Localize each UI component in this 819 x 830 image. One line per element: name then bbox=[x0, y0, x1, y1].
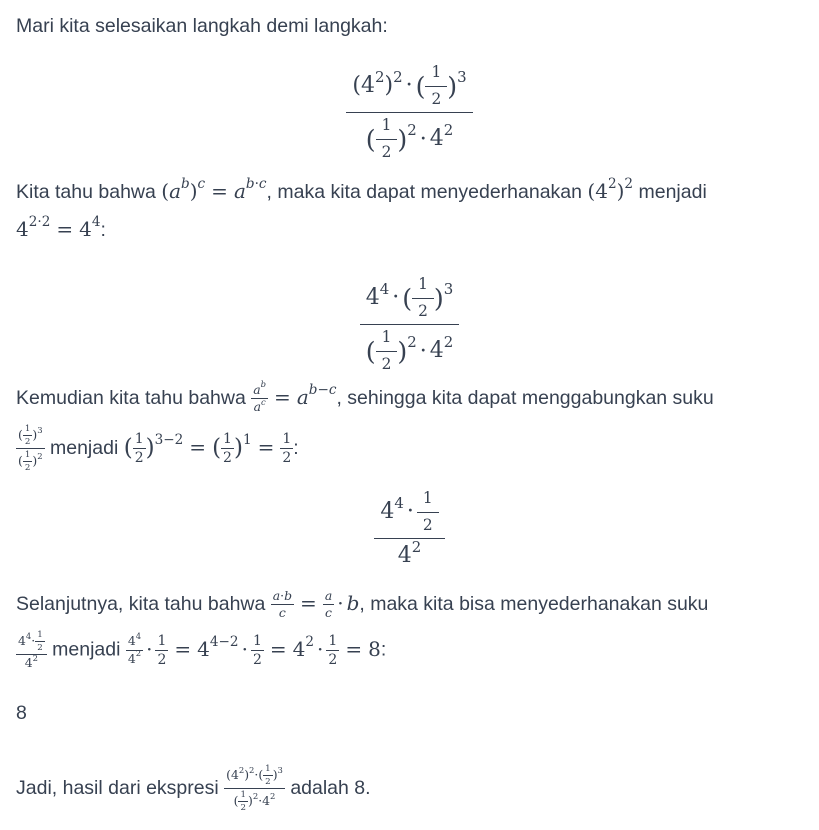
conclusion-text-b: adalah 8. bbox=[290, 776, 371, 799]
step-3-text-b: , maka kita bisa menyederhanakan suku bbox=[359, 593, 709, 615]
step-3-paragraph-line2 bbox=[16, 630, 816, 670]
result-value: 8 bbox=[16, 702, 27, 724]
step-3-result: $\frac{4^4}{4^2}$ · $\frac{1}{2}$ = $4^{4-2}$ · $\frac{1}{2}$ = $4^2$ · $\frac{1}{2}$ = 8 bbox=[127, 630, 381, 668]
step-1-text-a: Kita tahu bahwa bbox=[16, 181, 156, 203]
step-3-paragraph bbox=[16, 588, 816, 620]
main-fraction: $(4^2)^2$ · ( $\frac{1}{2}$ )$^3$ ( $\frac{1}{2}$ )$^2 \cdot 4^2$ bbox=[346, 64, 472, 162]
quotient-rule-formula: $\frac{a^b}{a^c}$ = $a^{b-c}$ bbox=[253, 379, 337, 414]
step-2-paragraph bbox=[16, 379, 816, 414]
step-2-term: ( $\frac{1}{2}$ )$^3$ ( $\frac{1}{2}$ )$^2$ bbox=[18, 424, 43, 473]
step-1-result: $4^{2\cdot 2} = 4^4$ bbox=[16, 214, 101, 241]
step-2-text-d: : bbox=[293, 436, 299, 459]
expression-display-1 bbox=[0, 64, 819, 162]
step-1-text-c: menjadi bbox=[638, 181, 707, 203]
conclusion-expression: $(4^2)^2\cdot$( $\frac{1}{2}$ )$^3$ ( $\frac{1}{2}$ )$^2\cdot 4^2$ bbox=[226, 764, 283, 813]
power-rule-formula: $(a^b)^c = a^{b\cdot c}$ bbox=[161, 176, 267, 203]
conclusion-text-a: Jadi, hasil dari ekspresi bbox=[16, 776, 219, 799]
step-2-text-c: menjadi bbox=[49, 436, 119, 459]
step-3-text-d: : bbox=[380, 638, 387, 661]
step-1-text-b: , maka kita dapat menyederhanakan bbox=[266, 181, 582, 203]
conclusion-paragraph bbox=[16, 764, 816, 813]
step-3-text-a: Selanjutnya, kita tahu bahwa bbox=[16, 593, 266, 615]
expression-display-2 bbox=[0, 276, 819, 374]
product-division-formula: $\frac{a\cdot b}{c}$ = $\frac{a}{c}$ · b bbox=[272, 587, 360, 620]
step-1-paragraph-line2 bbox=[16, 214, 816, 245]
step-2-text-a: Kemudian kita tahu bahwa bbox=[16, 387, 246, 409]
step-2-result: ( $\frac{1}{2}$ )$^{3-2}$ = ( $\frac{1}{2}$ )$^1$ = $\frac{1}{2}$ bbox=[123, 430, 292, 466]
step-3-term: $4^4\cdot$ $\frac{1}{2}$ $4^2$ bbox=[16, 637, 47, 661]
step-2-text-b: , sehingga kita dapat menggabungkan suku bbox=[336, 387, 714, 409]
intro-text: Mari kita selesaikan langkah demi langkah: bbox=[16, 15, 388, 37]
step-1-paragraph bbox=[16, 176, 816, 207]
step-1-text-d: : bbox=[100, 219, 106, 241]
fraction-step-2: $4^4$ · $\frac{1}{2}$ $4^2$ bbox=[374, 490, 444, 569]
expression-display-3 bbox=[0, 490, 819, 569]
step-2-paragraph-line2 bbox=[16, 424, 816, 473]
step-3-text-c: menjadi bbox=[52, 638, 121, 661]
step-1-term: $(4^2)^2$ bbox=[587, 176, 634, 203]
fraction-step-1: $4^4$ · ( $\frac{1}{2}$ )$^3$ ( $\frac{1}{2}$ )$^2 \cdot 4^2$ bbox=[360, 276, 460, 374]
